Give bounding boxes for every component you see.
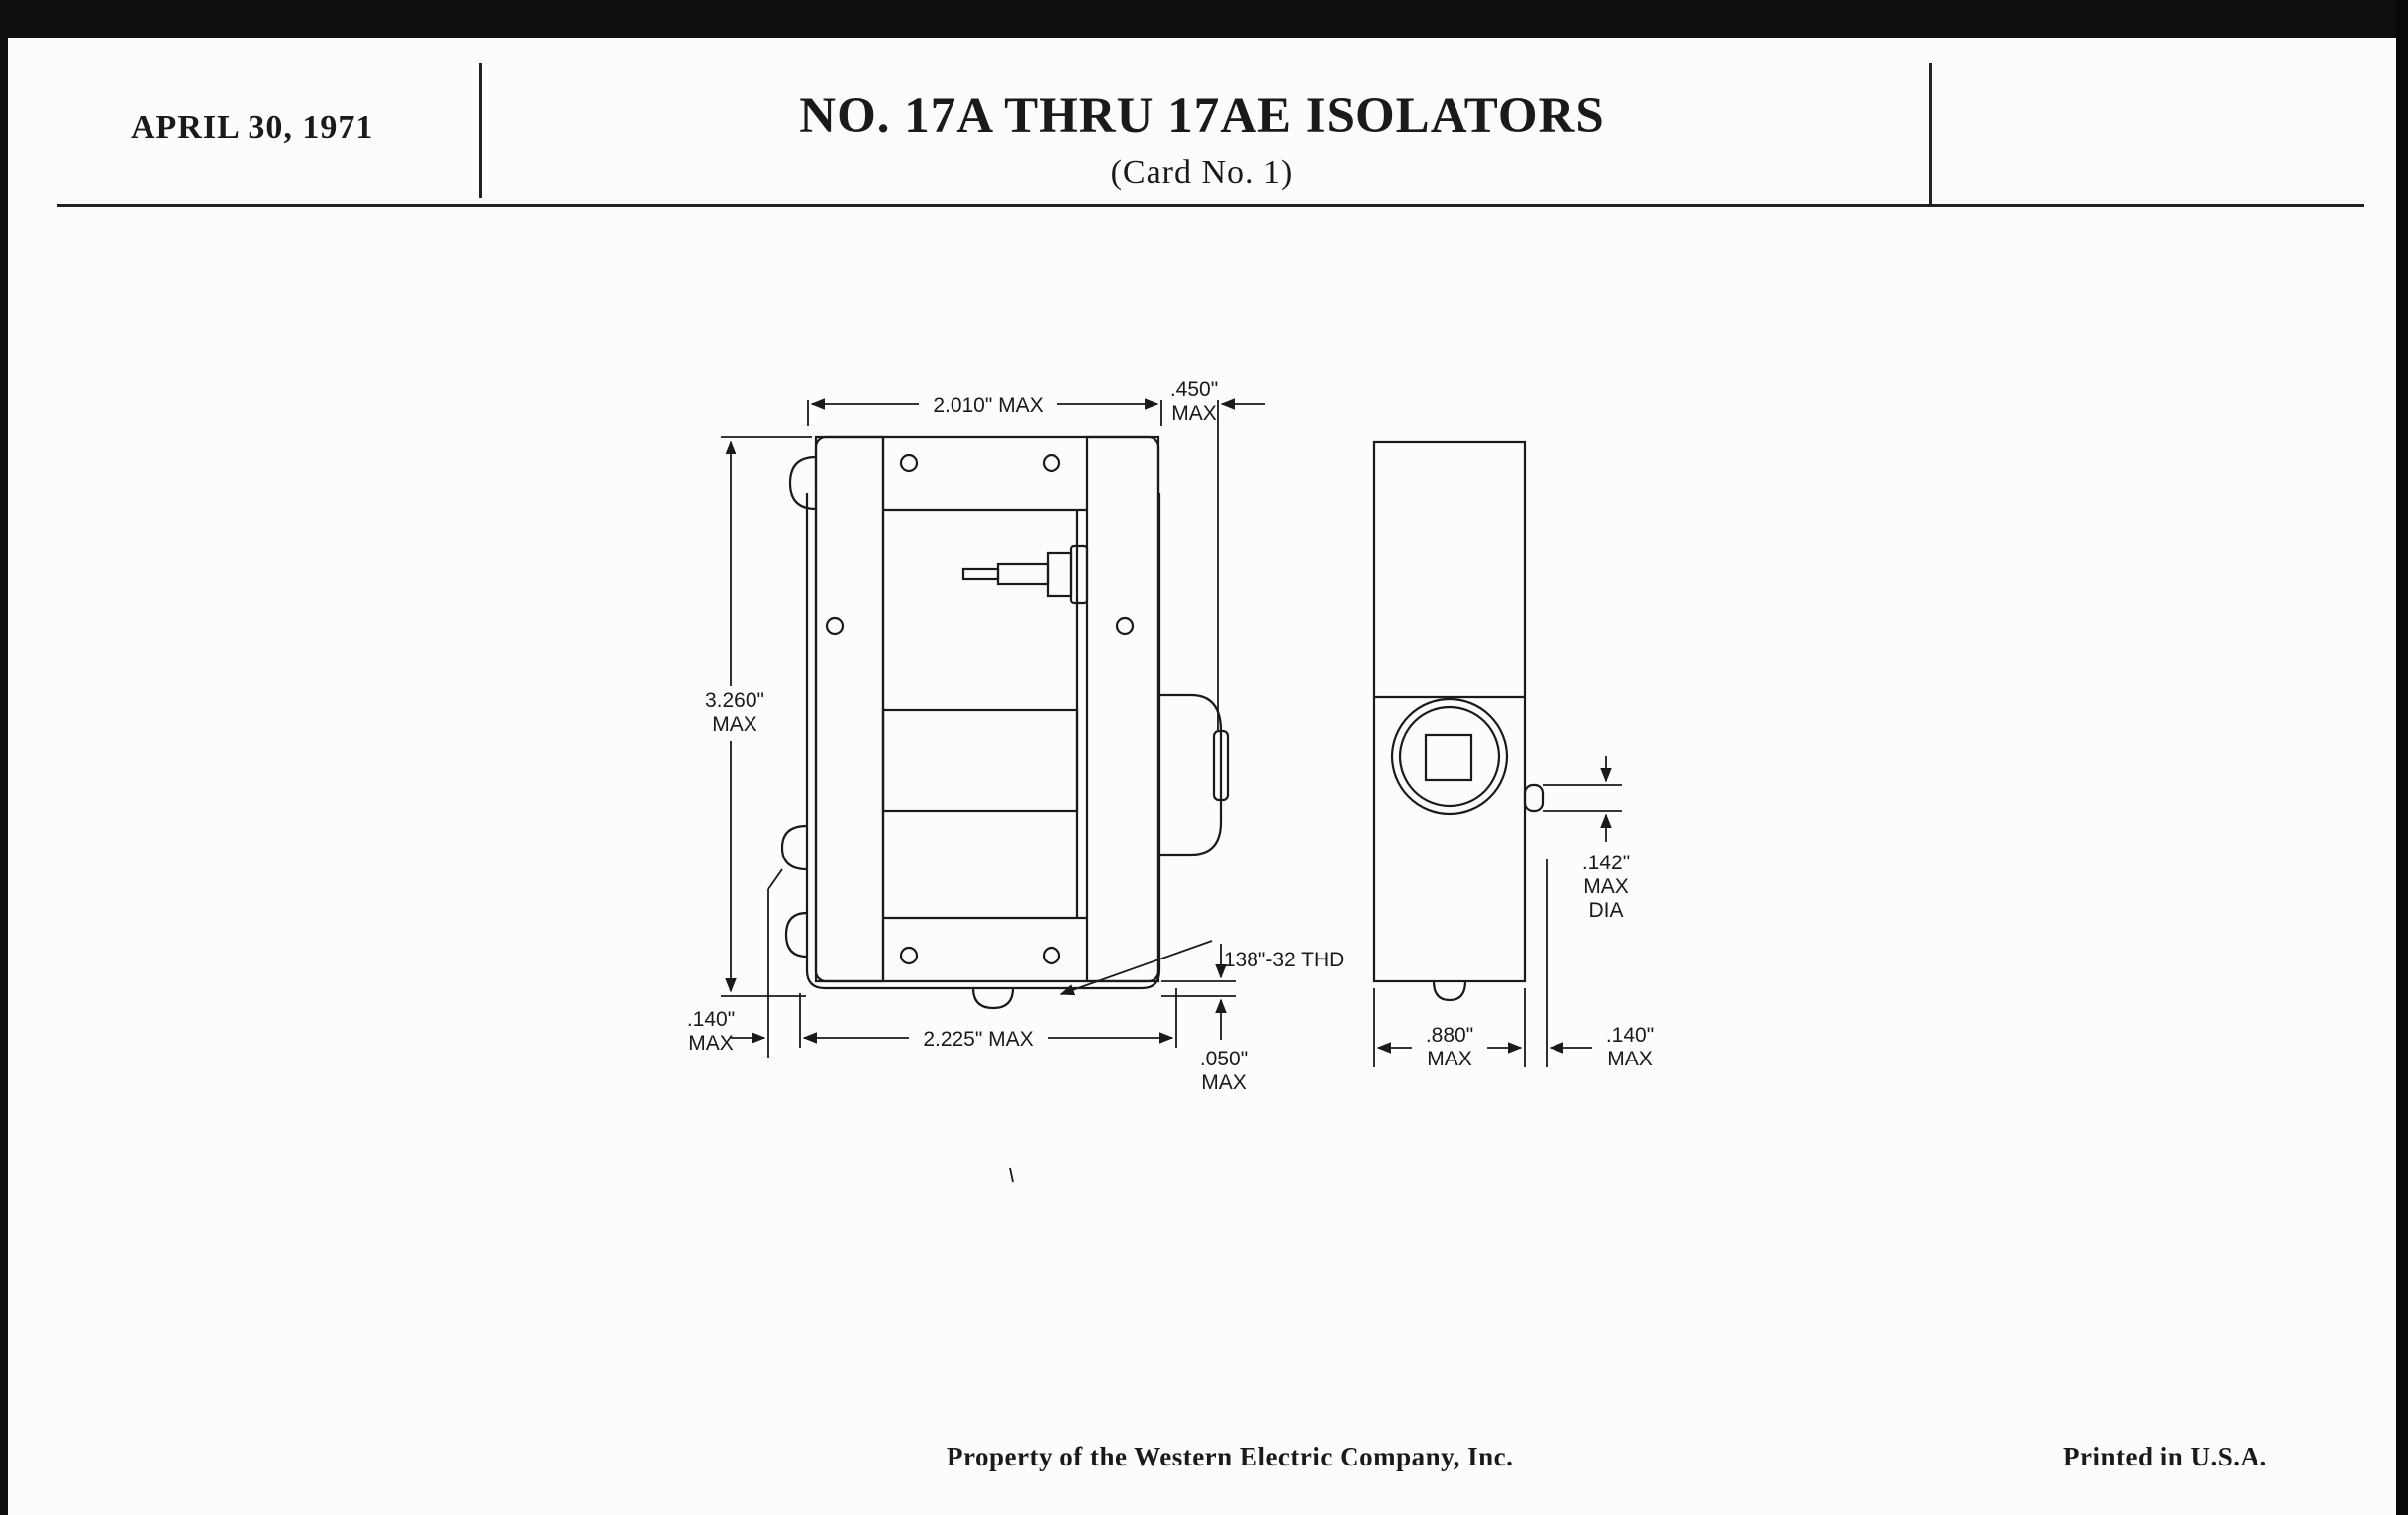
footer-printed-in: Printed in U.S.A. xyxy=(2063,1442,2267,1471)
offset-top-label: .450" xyxy=(1169,378,1219,401)
catalog-card xyxy=(8,38,2396,1515)
pin-dia-label: .142" xyxy=(1581,852,1631,874)
base-offset-max-label: MAX xyxy=(688,1032,734,1055)
side-view xyxy=(1374,442,1543,1000)
base-thickness-label: .050" xyxy=(1199,1048,1249,1070)
front-view xyxy=(782,437,1228,1008)
pin-dia-max-label: MAX xyxy=(1583,875,1629,898)
thread-label: .138"-32 THD xyxy=(1218,949,1345,971)
isolator-technical-drawing xyxy=(8,38,2396,1515)
card-title: NO. 17A THRU 17AE ISOLATORS xyxy=(799,88,1605,144)
side-depth-max-label: MAX xyxy=(1427,1048,1472,1070)
height-max-label: MAX xyxy=(712,713,757,736)
base-thickness-max-label: MAX xyxy=(1201,1071,1247,1094)
side-offset-max-label: MAX xyxy=(1607,1048,1653,1070)
base-width-label: 2.225" MAX xyxy=(923,1028,1034,1051)
card-date: APRIL 30, 1971 xyxy=(131,109,374,146)
card-subtitle: (Card No. 1) xyxy=(1110,154,1294,191)
footer-property-notice: Property of the Western Electric Company, Inc. xyxy=(947,1442,1514,1471)
side-depth-label: .880" xyxy=(1425,1024,1474,1047)
base-offset-label: .140" xyxy=(686,1008,736,1031)
offset-top-max-label: MAX xyxy=(1171,402,1217,425)
scan-dark-edge xyxy=(2396,0,2408,1515)
front-width-label: 2.010" MAX xyxy=(933,394,1044,417)
height-label: 3.260" xyxy=(704,689,765,712)
pin-dia-dia-label: DIA xyxy=(1588,899,1624,922)
dimension-lines xyxy=(721,400,1622,1182)
side-offset-label: .140" xyxy=(1605,1024,1655,1047)
